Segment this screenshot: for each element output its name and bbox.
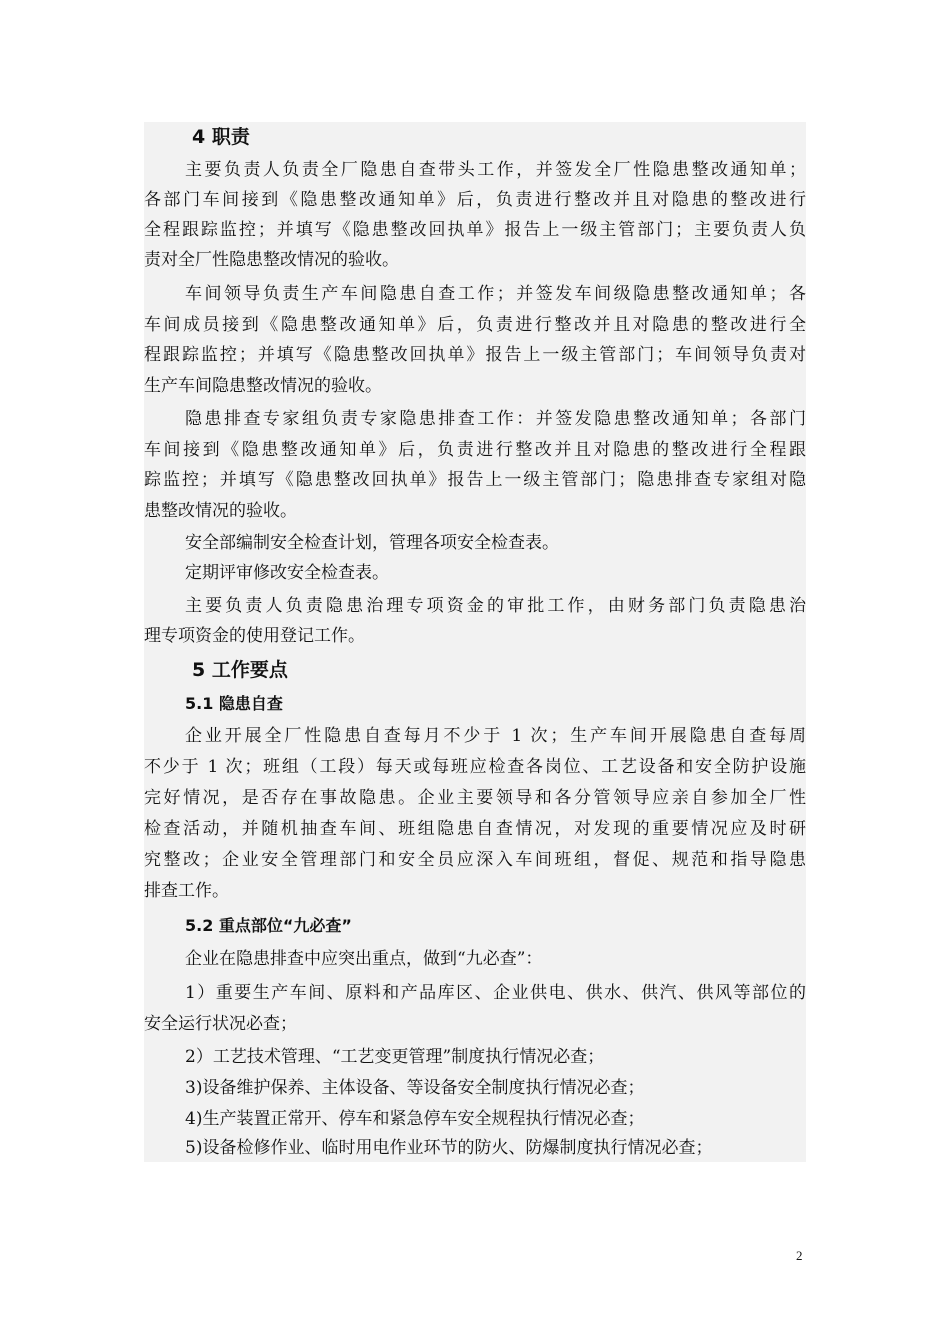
paragraph-line: 企业在隐患排查中应突出重点，做到“九必查”： xyxy=(185,949,543,969)
list-item-line: 1）重要生产车间、原料和产品库区、企业供电、供水、供汽、供风等部位的 xyxy=(185,983,806,1003)
list-item-line: 5)设备检修作业、临时用电作业环节的防火、防爆制度执行情况必查； xyxy=(185,1138,713,1158)
paragraph-line: 踪监控；并填写《隐患整改回执单》报告上一级主管部门；隐患排查专家组对隐 xyxy=(144,470,806,490)
paragraph-line: 定期评审修改安全检查表。 xyxy=(185,563,389,583)
paragraph-line: 检查活动，并随机抽查车间、班组隐患自查情况，对发现的重要情况应及时研 xyxy=(144,819,806,839)
page-content xyxy=(144,122,806,1162)
paragraph-line: 究整改；企业安全管理部门和安全员应深入车间班组，督促、规范和指导隐患 xyxy=(144,850,806,870)
list-item-line: 3)设备维护保养、主体设备、等设备安全制度执行情况必查； xyxy=(185,1078,645,1098)
paragraph-line: 患整改情况的验收。 xyxy=(144,501,297,521)
paragraph-line: 安全部编制安全检查计划，管理各项安全检查表。 xyxy=(185,533,559,553)
list-item-line: 2）工艺技术管理、“工艺变更管理”制度执行情况必查； xyxy=(185,1047,605,1067)
paragraph-line: 各部门车间接到《隐患整改通知单》后，负责进行整改并且对隐患的整改进行 xyxy=(144,190,806,210)
paragraph-line: 全程跟踪监控；并填写《隐患整改回执单》报告上一级主管部门；主要负责人负 xyxy=(144,220,806,240)
page-number: 2 xyxy=(796,1248,803,1263)
paragraph-line: 主要负责人负责全厂隐患自查带头工作，并签发全厂性隐患整改通知单； xyxy=(185,160,806,180)
paragraph-line: 排查工作。 xyxy=(144,881,229,901)
paragraph-line: 责对全厂性隐患整改情况的验收。 xyxy=(144,250,399,270)
paragraph-line: 车间接到《隐患整改通知单》后，负责进行整改并且对隐患的整改进行全程跟 xyxy=(144,440,806,460)
paragraph-line: 完好情况，是否存在事故隐患。企业主要领导和各分管领导应亲自参加全厂性 xyxy=(144,788,806,808)
section-4-heading: 4 职责 xyxy=(192,126,250,148)
subsection-5-1-heading: 5.1 隐患自查 xyxy=(185,694,283,713)
paragraph-line: 生产车间隐患整改情况的验收。 xyxy=(144,376,382,396)
paragraph-line: 隐患排查专家组负责专家隐患排查工作：并签发隐患整改通知单；各部门 xyxy=(185,409,806,429)
paragraph-line: 程跟踪监控；并填写《隐患整改回执单》报告上一级主管部门；车间领导负责对 xyxy=(144,345,806,365)
paragraph-line: 车间成员接到《隐患整改通知单》后，负责进行整改并且对隐患的整改进行全 xyxy=(144,315,806,335)
paragraph-line: 不少于 1 次；班组（工段）每天或每班应检查各岗位、工艺设备和安全防护设施 xyxy=(144,757,806,777)
section-5-heading: 5 工作要点 xyxy=(192,659,288,681)
paragraph-line: 主要负责人负责隐患治理专项资金的审批工作，由财务部门负责隐患治 xyxy=(185,596,806,616)
list-item-line: 4)生产装置正常开、停车和紧急停车安全规程执行情况必查； xyxy=(185,1109,645,1129)
paragraph-line: 理专项资金的使用登记工作。 xyxy=(144,626,365,646)
list-item-line: 安全运行状况必查； xyxy=(144,1014,297,1034)
paragraph-line: 车间领导负责生产车间隐患自查工作；并签发车间级隐患整改通知单；各 xyxy=(185,284,806,304)
paragraph-line: 企业开展全厂性隐患自查每月不少于 1 次；生产车间开展隐患自查每周 xyxy=(185,726,806,746)
subsection-5-2-heading: 5.2 重点部位“九必查” xyxy=(185,916,352,935)
